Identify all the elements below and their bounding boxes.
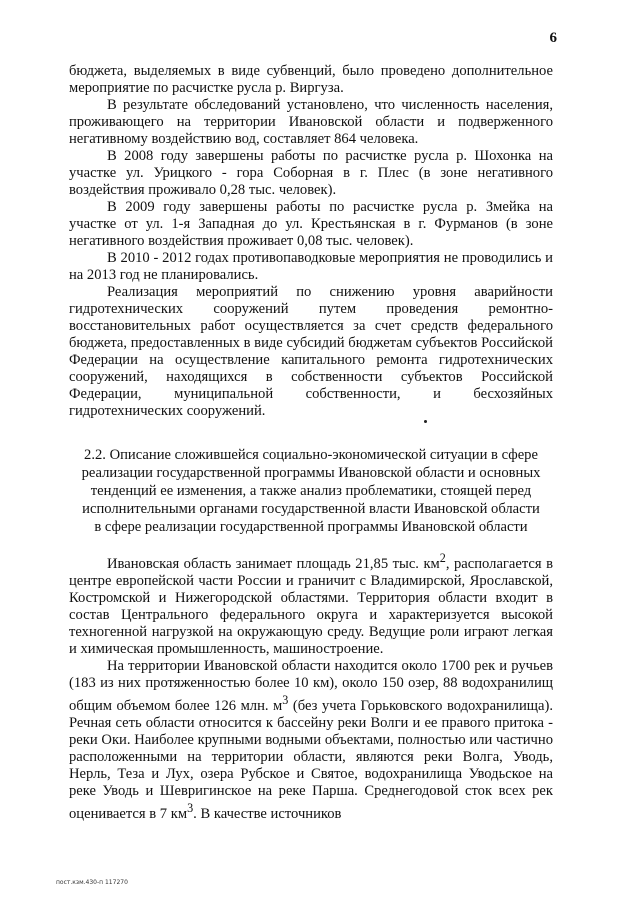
section-title-line: исполнительными органами государственной власти Ивановской области (82, 501, 540, 517)
paragraph-hydro-structures: Реализация мероприятий по снижению уровня аварийности гидротехнических сооружений путем проведения ремонтно-восстановительных работ осуществляется за счет средств федерального бюджета, предоставленных в виде субсидий бюджетам субъектов Российской Федерации на осуществление капитального ремонта гидротехнических сооружений, находящихся в собственности субъектов Российской Федерации, муниципальной собственности, и бесхозяйных гидротехнических сооружений. (69, 284, 553, 419)
water-text-1: На территории Ивановской области находится около 1700 рек и ручьев (183 из них протяженностью более 10 км), около 150 озер, 88 водохранилищ общим объемом более 126 млн. м (69, 657, 553, 714)
section-title-line: тенденций ее изменения, а также анализ проблематики, стоящей перед (90, 483, 532, 499)
water-text-3: . В качестве источников (193, 805, 342, 822)
section-title-line: в сфере реализации государственной программы Ивановской области (94, 519, 528, 535)
footer-code: пост.кзм.430-п 117270 (56, 879, 128, 886)
paragraph-2009: В 2009 году завершены работы по расчистке русла р. Змейка на участке от ул. 1-я Западная до ул. Крестьянская в г. Фурманов (в зоне негативного воздействия проживает 0,08 тыс. человек). (69, 199, 553, 249)
section-title-line: реализации государственной программы Ивановской области и основных (81, 465, 541, 481)
water-superscript-1: 3 (282, 692, 289, 707)
paragraph-area (69, 550, 553, 658)
document-body-bottom (69, 550, 553, 823)
paragraph-2008: В 2008 году завершены работы по расчистке русла р. Шохонка на участке ул. Урицкого - гора Соборная в г. Плес (в зоне негативного воздействия проживало 0,28 тыс. человек). (69, 148, 553, 198)
area-superscript: 2 (439, 551, 446, 565)
paragraph-population: В результате обследований установлено, что численность населения, проживающего на территории Ивановской области и подверженного негативному воздействию вод, составляет 864 человека. (69, 97, 553, 147)
section-title (69, 446, 553, 536)
document-body-top (69, 63, 553, 420)
page-number: 6 (549, 30, 557, 46)
water-text-2: (без учета Горьковского водохранилища). Речная сеть области относится к бассейну реки Волги и ее правого притока - реки Оки. Наиболее крупными водными объектами, полностью или частично расположенными на территории области, являются реки Волга, Уводь, Нерль, Теза и Лух, озера Рубское и Святое, водохранилища Уводьское на реке Уводь и Шевригинское на реке Парша. Среднегодовой сток всех рек оценивается в 7 км (69, 697, 553, 822)
water-superscript-2: 3 (187, 800, 194, 815)
paragraph-subventions: бюджета, выделяемых в виде субвенций, было проведено дополнительное мероприятие по расчистке русла р. Виргуза. (69, 63, 553, 96)
area-text-after: , располагается в центре европейской части России и граничит с Владимирской, Ярославской, Костромской и Нижегородской областями. Территория области входит в состав Центрального федерального округа и характеризуется высокой техногенной нагрузкой на окружающую среду. Ведущие роли играют легкая и химическая промышленность, машиностроение. (69, 555, 553, 657)
paragraph-water (69, 658, 553, 823)
scan-speck (424, 420, 427, 423)
area-text-before: Ивановская область занимает площадь 21,85 тыс. км (107, 555, 440, 572)
paragraph-2010-2012: В 2010 - 2012 годах противопаводковые мероприятия не проводились и на 2013 год не планировались. (69, 250, 553, 283)
section-title-line: 2.2. Описание сложившейся социально-экономической ситуации в сфере (84, 447, 538, 463)
